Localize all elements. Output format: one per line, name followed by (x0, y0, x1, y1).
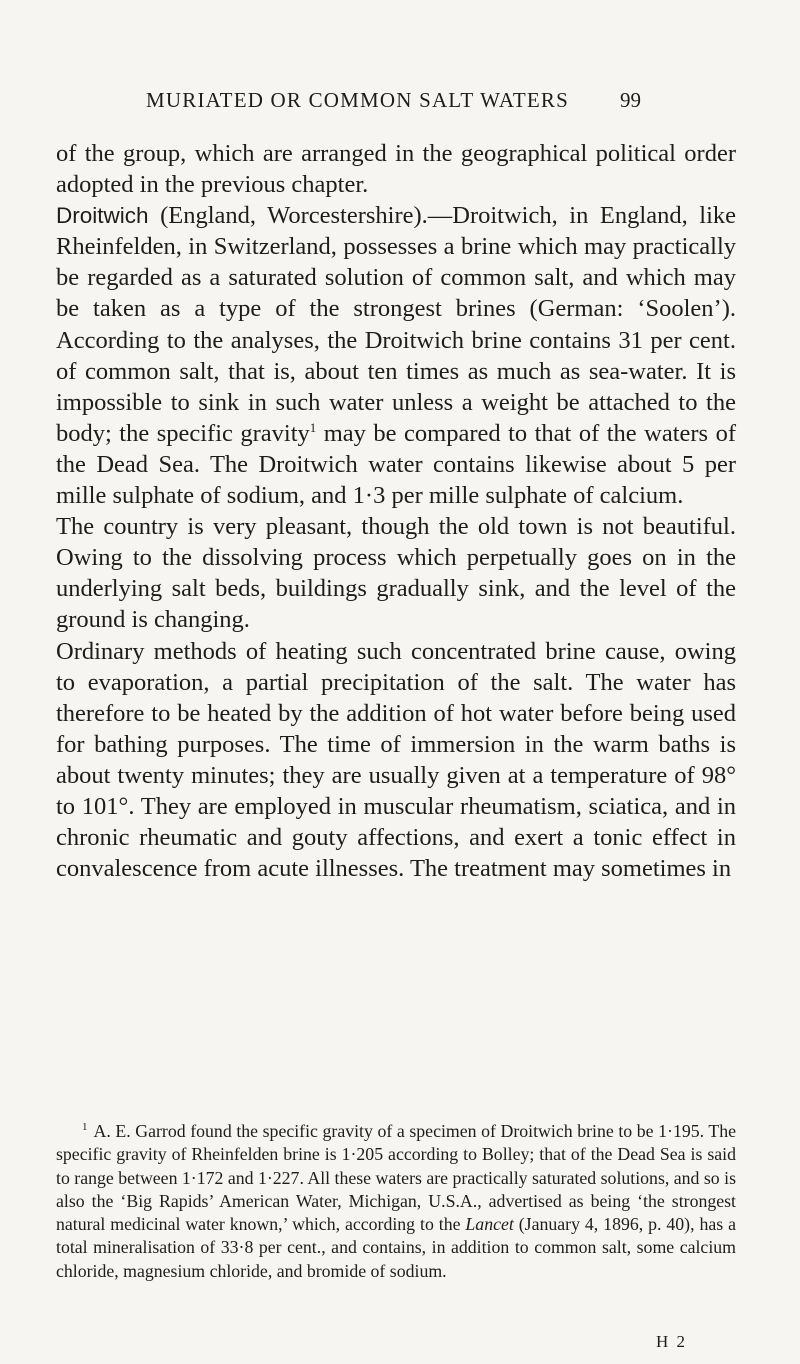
footnote-text-a: A. E. Garrod found the specific gravity of a specimen of Droitwich brine to be 1·195. The specific gravity of Rheinfelden brine is 1·205 according to Bolley; that of the Dead Sea is said to range between 1·172 and 1·227. All these waters are practically saturated solutions, and so is also the ‘Big Rapids’ American Water, Michigan, U.S.A., advertised as being ‘the strongest natural medicinal water known,’ which, according to the (56, 1121, 736, 1235)
page-number: 99 (620, 88, 641, 112)
footnote-mark: 1 (82, 1121, 88, 1134)
paragraph-continuation (56, 138, 736, 200)
paragraph-country (56, 511, 736, 635)
signature-mark: H 2 (656, 1332, 688, 1351)
paragraph-heating (56, 636, 736, 885)
droitwich-heading: Droitwich (56, 203, 149, 229)
paragraph-2-text-b: may be compared to that of the waters of the Dead Sea. The Droitwich water contains likewise about 5 per mille sulphate of sodium, and 1·3 per mille sulphate of calcium. (56, 419, 736, 510)
paragraph-1-text: of the group, which are arranged in the geographical political order adopted in the previous chapter. (56, 140, 736, 199)
footnotes (56, 1120, 736, 1283)
footnote-1 (56, 1120, 736, 1283)
running-head (56, 88, 736, 118)
paragraph-2-text-a: (England, Worcestershire).—Droitwich, in England, like Rheinfelden, in Switzerland, possesses a brine which may practically be regarded as a saturated solution of common salt, and which may be taken as a type of the strongest brines (German: ‘Soolen’). According to the analyses, the Droitwich brine contains 31 per cent. of common salt, that is, about ten times as much as sea-water. It is impossible to sink in such water unless a weight be attached to the body; the specific gravity (56, 202, 736, 447)
book-page (56, 0, 736, 1364)
paragraph-4-text: Ordinary methods of heating such concentrated brine cause, owing to evaporation, a partial precipitation of the salt. The water has therefore to be heated by the addition of hot water before being used for bathing purposes. The time of immersion in the warm baths is about twenty minutes; they are usually given at a temperature of 98° to 101°. They are employed in muscular rheumatism, sciatica, and in chronic rheumatic and gouty affections, and exert a tonic effect in convalescence from acute illnesses. The treatment may sometimes in (56, 637, 736, 883)
paragraph-droitwich (56, 200, 736, 511)
footnote-journal: Lancet (465, 1214, 514, 1235)
footnote-text-b: (January 4, 1896, p. 40), has a total mineralisation of 33·8 per cent., and contains, in addition to common salt, some calcium chloride, magnesium chloride, and bromide of sodium. (56, 1214, 736, 1281)
running-title: MURIATED OR COMMON SALT WATERS (146, 88, 570, 112)
body-text (56, 138, 736, 884)
footnote-reference: 1 (309, 419, 317, 435)
paragraph-3-text: The country is very pleasant, though the old town is not beautiful. Owing to the dissolving process which perpetually goes on in the underlying salt beds, buildings gradually sink, and the level of the ground is changing. (56, 513, 736, 634)
